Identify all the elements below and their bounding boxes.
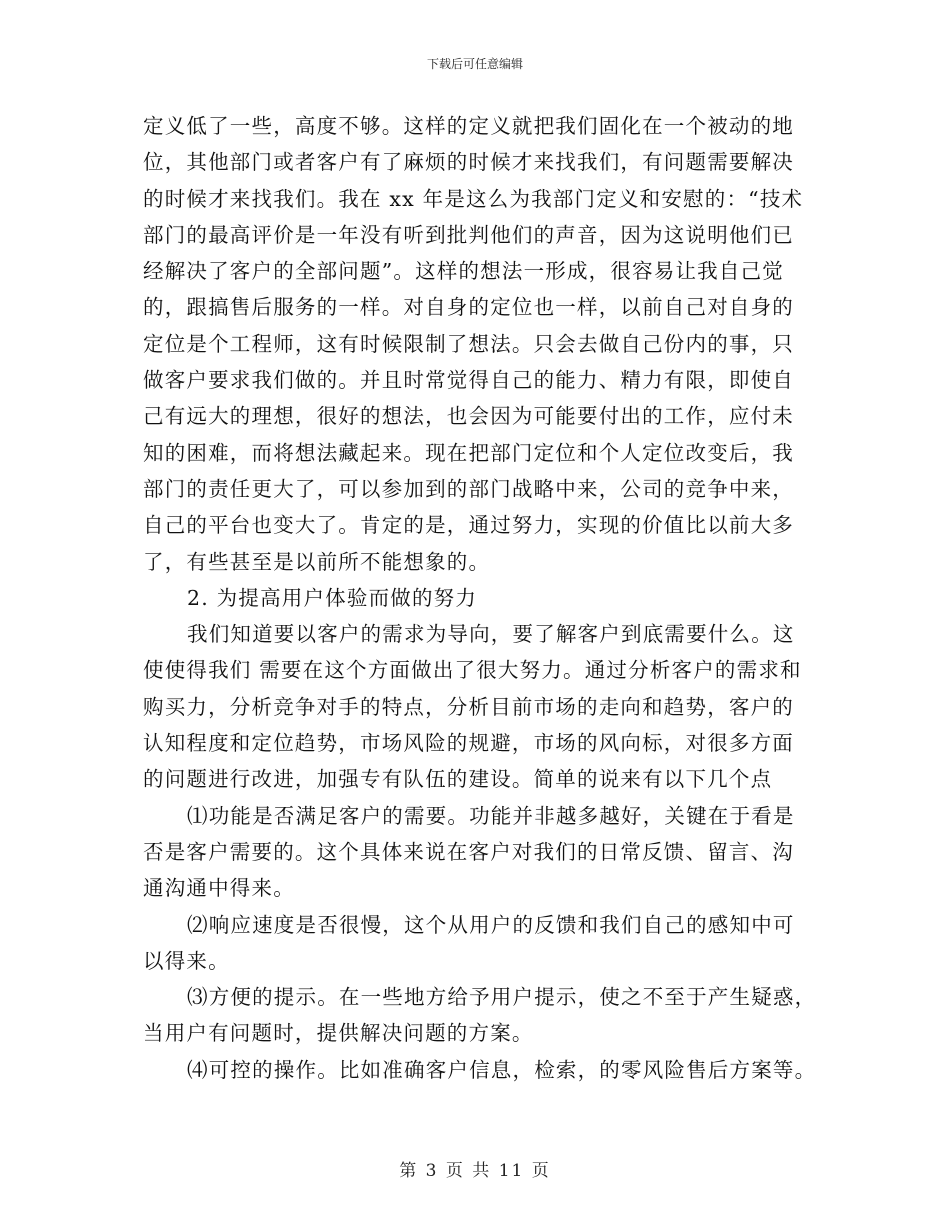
text-line: 认知程度和定位趋势，市场风险的规避，市场的风向标，对很多方面 (143, 731, 794, 756)
list-item-text: ⑴功能是否满足客户的需要。功能并非越多越好，关键在于看是 (187, 803, 795, 828)
text-line: 做客户要求我们做的。并且时常觉得自己的能力、精力有限，即使自 (143, 368, 794, 393)
text-line: 定位是个工程师，这有时候限制了想法。只会去做自己份内的事，只 (143, 331, 794, 356)
text-line: 的，跟搞售后服务的一样。对自身的定位也一样，以前自己对自身的 (143, 295, 794, 320)
text-line: 当用户有问题时，提供解决问题的方案。 (143, 1021, 534, 1046)
section-heading: 2. 为提高用户体验而做的努力 (187, 585, 478, 610)
text-line: 的时候才来找我们。我在 xx 年是这么为我部门定义和安慰的：“技术 (143, 186, 804, 211)
page-number-footer: 第 3 页 共 11 页 (399, 1161, 551, 1181)
text-line: 的问题进行改进，加强专有队伍的建设。简单的说来有以下几个点 (143, 767, 773, 792)
text-line: 自己的平台也变大了。肯定的是，通过努力，实现的价值比以前大多 (143, 513, 794, 538)
text-line: 以得来。 (143, 948, 230, 973)
list-item-text: ⑶方便的提示。在一些地方给予用户提示，使之不至于产生疑惑， (187, 985, 817, 1010)
text-line: 否是客户需要的。这个具体来说在客户对我们的日常反馈、留言、沟 (143, 839, 794, 864)
document-body (143, 108, 833, 1088)
text-line: 经解决了客户的全部问题”。这样的想法一形成，很容易让我自己觉 (143, 259, 784, 284)
text-line: 部门的最高评价是一年没有听到批判他们的声音，因为这说明他们已 (143, 222, 794, 247)
text-line: 使使得我们 需要在这个方面做出了很大努力。通过分析客户的需求和 (143, 658, 802, 683)
text-line: 通沟通中得来。 (143, 876, 295, 901)
text-line: 我们知道要以客户的需求为导向，要了解客户到底需要什么。这 (187, 622, 795, 647)
text-line: 部门的责任更大了，可以参加到的部门战略中来，公司的竞争中来， (143, 476, 794, 501)
text-line: 知的困难，而将想法藏起来。现在把部门定位和个人定位改变后，我 (143, 440, 794, 465)
text-line: 己有远大的理想，很好的想法，也会因为可能要付出的工作，应付未 (143, 404, 794, 429)
text-line: 定义低了一些，高度不够。这样的定义就把我们固化在一个被动的地 (143, 114, 794, 138)
text-line: 购买力，分析竞争对手的特点，分析目前市场的走向和趋势，客户的 (143, 694, 794, 719)
list-item-text: ⑷可控的操作。比如准确客户信息，检索，的零风险售后方案等。 (187, 1057, 817, 1082)
list-item-text: ⑵响应速度是否很慢，这个从用户的反馈和我们自己的感知中可 (187, 912, 795, 937)
text-line: 位，其他部门或者客户有了麻烦的时候才来找我们，有问题需要解决 (143, 150, 794, 175)
text-line: 了，有些甚至是以前所不能想象的。 (143, 549, 491, 574)
page-header-note: 下载后可任意编辑 (426, 57, 523, 71)
